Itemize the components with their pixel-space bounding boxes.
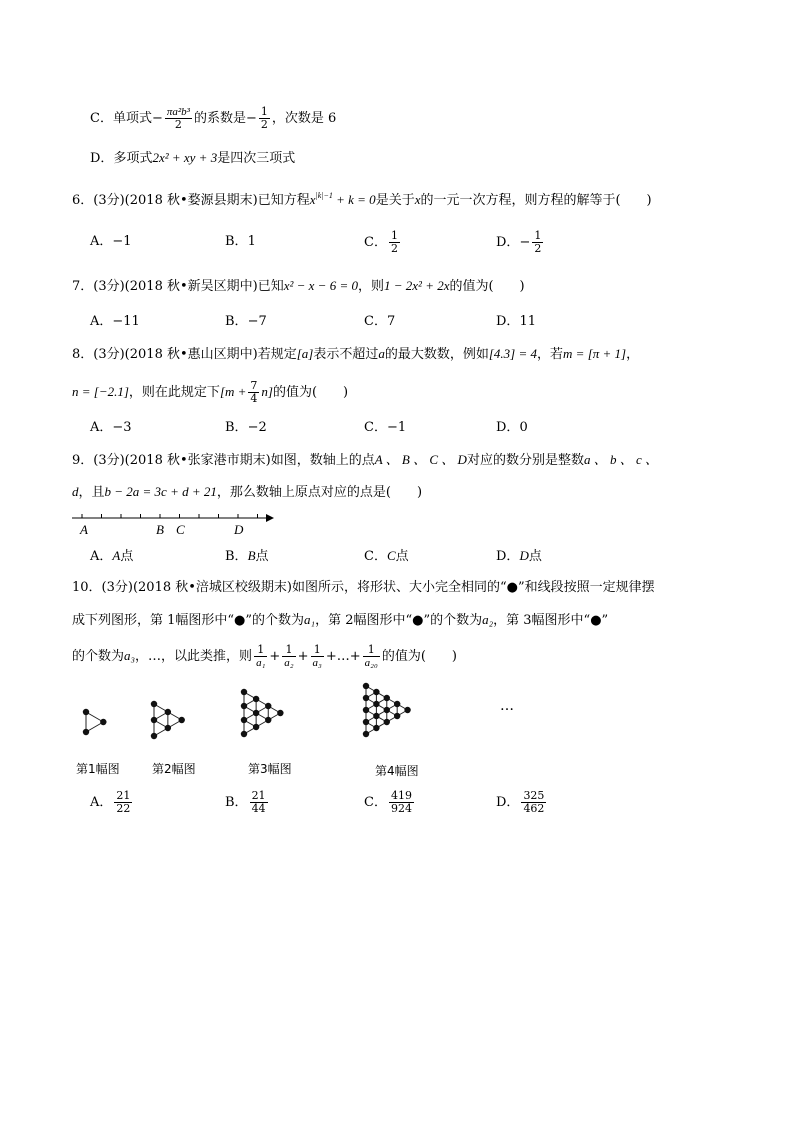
figures-ellipsis: … xyxy=(500,698,514,714)
figure-dot xyxy=(394,713,400,719)
figure-dot xyxy=(83,729,89,735)
figure-dot xyxy=(241,689,247,695)
q8-option-a[interactable]: A．−3 xyxy=(90,420,132,435)
figure-dot xyxy=(363,731,369,737)
figure-dot xyxy=(265,703,271,709)
figure-2 xyxy=(151,701,185,739)
q8-option-c[interactable]: C．−1 xyxy=(364,420,407,435)
figure-3 xyxy=(241,689,284,737)
figure-dot xyxy=(179,717,185,723)
q10-option-a[interactable]: A． $\frac{21}{22}$ xyxy=(90,789,131,815)
q6-option-b[interactable]: B．1 xyxy=(225,234,256,249)
q9-option-b[interactable]: B．B点 xyxy=(225,548,269,564)
q5-option-c: C．单项式− $\frac{\text{πa²b³}}{2}$ 的系数是− $\frac{1}{2}$ ，次数是 6 xyxy=(90,105,337,131)
q9-option-d[interactable]: D．D点 xyxy=(496,548,542,564)
figure-dot xyxy=(253,710,259,716)
figure-dot xyxy=(363,683,369,689)
q10-option-d[interactable]: D． $\frac{325}{462}$ xyxy=(496,789,545,815)
number-line-ticks xyxy=(82,514,258,518)
q7-option-b[interactable]: B．−7 xyxy=(225,314,267,329)
figure-dot xyxy=(363,719,369,725)
figure-dot xyxy=(241,703,247,709)
q9-option-c[interactable]: C．C点 xyxy=(364,548,409,564)
figure-dot xyxy=(253,724,259,730)
q5-coefficient-fraction: $\frac{1}{2}$ xyxy=(260,105,268,131)
figure-dot xyxy=(384,695,390,701)
axis-label-a: A xyxy=(80,522,88,537)
figure-dot xyxy=(394,701,400,707)
q10-stem-line3: 的个数为a₃，…，以此类推，则 $\frac{1}{\text{a₁}}$ + $\frac{1}{\text{a₂}}$ + $\frac{1}{\text{a₃}}$ +…+ $\frac{1}{\text{a₂₀}}$ 的值为( ) xyxy=(72,643,457,669)
figure-2-caption: 第2幅图 xyxy=(152,762,196,776)
q6-option-a[interactable]: A．−1 xyxy=(90,234,132,249)
q6-option-d[interactable]: D．− $\frac{1}{2}$ xyxy=(496,229,542,255)
figure-dot xyxy=(100,719,106,725)
axis-label-b: B xyxy=(156,522,164,537)
axis-label-c: C xyxy=(176,522,185,537)
axis-label-d: D xyxy=(234,522,244,537)
figure-dot xyxy=(373,689,379,695)
q8-option-b[interactable]: B．−2 xyxy=(225,420,267,435)
figure-1 xyxy=(83,709,107,735)
q7-option-c[interactable]: C．7 xyxy=(364,314,396,329)
q6-option-c[interactable]: C． $\frac{1}{2}$ xyxy=(364,229,398,255)
figure-dot xyxy=(241,717,247,723)
q10-option-b[interactable]: B． $\frac{21}{44}$ xyxy=(225,789,266,815)
q8-option-d[interactable]: D．0 xyxy=(496,420,528,435)
q7-option-d[interactable]: D．11 xyxy=(496,314,536,329)
figure-dot xyxy=(363,695,369,701)
q9-number-line xyxy=(70,508,280,540)
q10-stem-line1: 10．(3分)(2018 秋•涪城区校级期末)如图所示，将形状、大小完全相同的“●”和线段按照一定规律摆 xyxy=(72,580,655,595)
figure-1-caption: 第1幅图 xyxy=(76,762,120,776)
q7-stem: 7．(3分)(2018 秋•新吴区期中)已知x² − x − 6 = 0，则1 − 2x² + 2x的值为( ) xyxy=(72,278,525,294)
q5-monomial-fraction: $\frac{\text{πa²b³}}{2}$ xyxy=(166,106,190,131)
q8-stem-line1: 8．(3分)(2018 秋•惠山区期中)若规定[a]表示不超过a的最大数数，例如[4.3] = 4，若m = [π + 1]， xyxy=(72,346,640,362)
q5-option-d: D．多项式2x² + xy + 3是四次三项式 xyxy=(90,150,296,166)
figure-dot xyxy=(373,701,379,707)
q9-option-a[interactable]: A．A点 xyxy=(90,548,134,564)
q9-stem-line1: 9．(3分)(2018 秋•张家港市期末)如图，数轴上的点A 、 B 、 C 、 D对应的数分别是整数a 、 b 、 c 、 xyxy=(72,452,658,468)
q6-stem: 6．(3分)(2018 秋•婺源县期末)已知方程$x^{|k|-1} + k = 0$是关于x的一元一次方程，则方程的解等于( ) xyxy=(72,191,652,208)
figure-dot xyxy=(384,707,390,713)
figure-dot xyxy=(373,713,379,719)
figure-dot xyxy=(165,725,171,731)
figure-dot xyxy=(83,709,89,715)
figure-dot xyxy=(363,707,369,713)
q7-option-a[interactable]: A．−11 xyxy=(90,314,140,329)
q10-option-c[interactable]: C． $\frac{419}{924}$ xyxy=(364,789,412,815)
figure-dot xyxy=(265,717,271,723)
q10-stem-line2: 成下列图形，第 1幅图形中“●”的个数为a₁，第 2幅图形中“●”的个数为a₂，第 3幅图形中“●” xyxy=(72,612,609,628)
figure-4-caption: 第4幅图 xyxy=(375,764,419,778)
figure-4 xyxy=(363,683,411,737)
figure-dot xyxy=(151,717,157,723)
q10-dot-figures xyxy=(70,680,490,760)
figure-dot xyxy=(373,725,379,731)
figure-dot xyxy=(384,719,390,725)
figure-dot xyxy=(404,707,410,713)
figure-dot xyxy=(165,709,171,715)
figure-3-caption: 第3幅图 xyxy=(248,762,292,776)
figure-dot xyxy=(241,731,247,737)
figure-dot xyxy=(151,701,157,707)
number-line-arrow xyxy=(266,514,274,522)
q9-stem-line2: d，且b − 2a = 3c + d + 21，那么数轴上原点对应的点是( ) xyxy=(72,484,423,500)
q8-stem-line2: n = [−2.1]，则在此规定下[m + $\frac{7}{4}$ n]的值为( ) xyxy=(72,379,349,405)
figure-dot xyxy=(253,696,259,702)
figure-dot xyxy=(277,710,283,716)
figure-dot xyxy=(151,733,157,739)
